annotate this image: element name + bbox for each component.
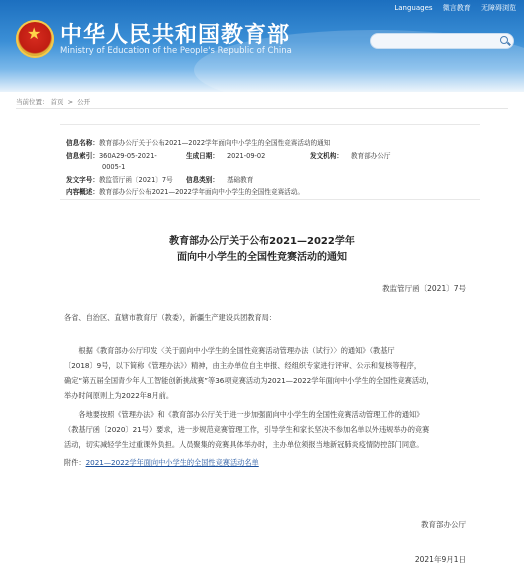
accessibility-link[interactable]: 无障碍浏览: [481, 4, 516, 12]
paragraph-line: 各地要按照《管理办法》和《教育部办公厅关于进一步加强面向中小学生的全国性竞赛活动管理工作的通知》: [64, 410, 424, 419]
category-row: [186, 176, 253, 184]
info-name-row: [66, 139, 330, 147]
addressee-text: 各省、自治区、直辖市教育厅（教委），新疆生产建设兵团教育局：: [64, 313, 277, 322]
summary-value: 教育部办公厅公布2021—2022学年面向中小学生的全国性竞赛活动。: [98, 188, 304, 196]
attachment-link[interactable]: 2021—2022学年面向中小学生的全国性竞赛活动名单: [85, 458, 259, 467]
breadcrumb-separator: >: [67, 98, 74, 106]
paragraph-line: 〔2018〕9号，以下简称《管理办法》）精神，由主办单位自主申报、经组织专家进行评审、公示和复核等程序，: [64, 361, 422, 370]
breadcrumb-home[interactable]: 首页: [50, 98, 64, 106]
addressee: [64, 310, 476, 325]
category-label: 信息类别：: [186, 176, 219, 184]
index-value: 360A29-05-2021-: [98, 152, 157, 160]
document-number: 教监管厅函〔2021〕7号: [382, 284, 466, 293]
info-name-label: 信息名称：: [66, 139, 99, 147]
breadcrumb-public[interactable]: 公开: [77, 98, 91, 106]
index-value-continued: 0005-1: [102, 163, 126, 171]
attachment-label: 附件：: [64, 458, 86, 467]
date-value: 2021-09-02: [226, 152, 266, 160]
category-value: 基础教育: [226, 176, 254, 184]
paragraph-line: 根据《教育部办公厅印发〈关于面向中小学生的全国性竞赛活动管理办法（试行）〉的通知》（教基厅: [64, 346, 395, 355]
search-input[interactable]: [370, 33, 514, 49]
weiyan-link[interactable]: 微言教育: [442, 4, 471, 12]
summary-label: 内容概述：: [66, 188, 99, 196]
national-emblem-icon[interactable]: ★: [16, 20, 54, 58]
date-label: 生成日期：: [186, 152, 219, 160]
issuer-label: 发文机构：: [310, 152, 343, 160]
signing-date: 2021年9月1日: [414, 555, 466, 564]
date-row: [186, 152, 265, 160]
breadcrumb-prefix: 当前位置：: [16, 98, 49, 106]
site-title[interactable]: 中华人民共和国教育部: [60, 22, 291, 48]
site-subtitle: Ministry of Education of the People's Republic of China: [60, 46, 292, 56]
document-title-line-2: 面向中小学生的全国性竞赛活动的通知: [177, 252, 347, 263]
paragraph-line: 确定“第五届全国青少年人工智能创新挑战赛”等36项竞赛活动为2021—2022学年面向中小学生的全国性竞赛活动，: [64, 376, 434, 385]
doc-no-label: 发文字号：: [66, 176, 99, 184]
doc-no-value: 教监管厅函〔2021〕7号: [98, 176, 173, 184]
issuer-row: [310, 152, 391, 160]
info-index-row: [66, 152, 157, 160]
languages-link[interactable]: Languages: [394, 4, 433, 12]
breadcrumb: [16, 97, 92, 106]
search-icon[interactable]: [500, 36, 508, 44]
index-label: 信息索引：: [66, 152, 99, 160]
paragraph-line: （教基厅函〔2020〕21号）要求，进一步规范竞赛管理工作，引导学生和家长坚决不参加名单以外违规举办的竞赛: [64, 425, 430, 434]
top-links: [386, 3, 516, 13]
document-title-line-1: 教育部办公厅关于公布2021—2022学年: [169, 236, 355, 247]
issuer-value: 教育部办公厅: [350, 152, 391, 160]
paragraph-line: 活动，切实减轻学生过重课外负担。人员聚集的竞赛具体举办时，主办单位须报当地新冠肺炎疫情防控部门同意。: [64, 440, 424, 449]
body-paragraph-2: [64, 407, 476, 452]
doc-no-row: [66, 176, 173, 184]
divider: [16, 108, 508, 109]
body-paragraph-1: [64, 343, 476, 403]
signing-organization: 教育部办公厅: [421, 520, 466, 529]
site-header: [0, 0, 524, 92]
paragraph-line: 举办时间原则上为2022年8月前。: [64, 391, 174, 400]
summary-row: [66, 188, 304, 196]
attachment: [64, 458, 259, 468]
info-name-value: 教育部办公厅关于公布2021—2022学年面向中小学生的全国性竞赛活动的通知: [98, 139, 331, 147]
info-metadata-panel: [60, 124, 480, 200]
